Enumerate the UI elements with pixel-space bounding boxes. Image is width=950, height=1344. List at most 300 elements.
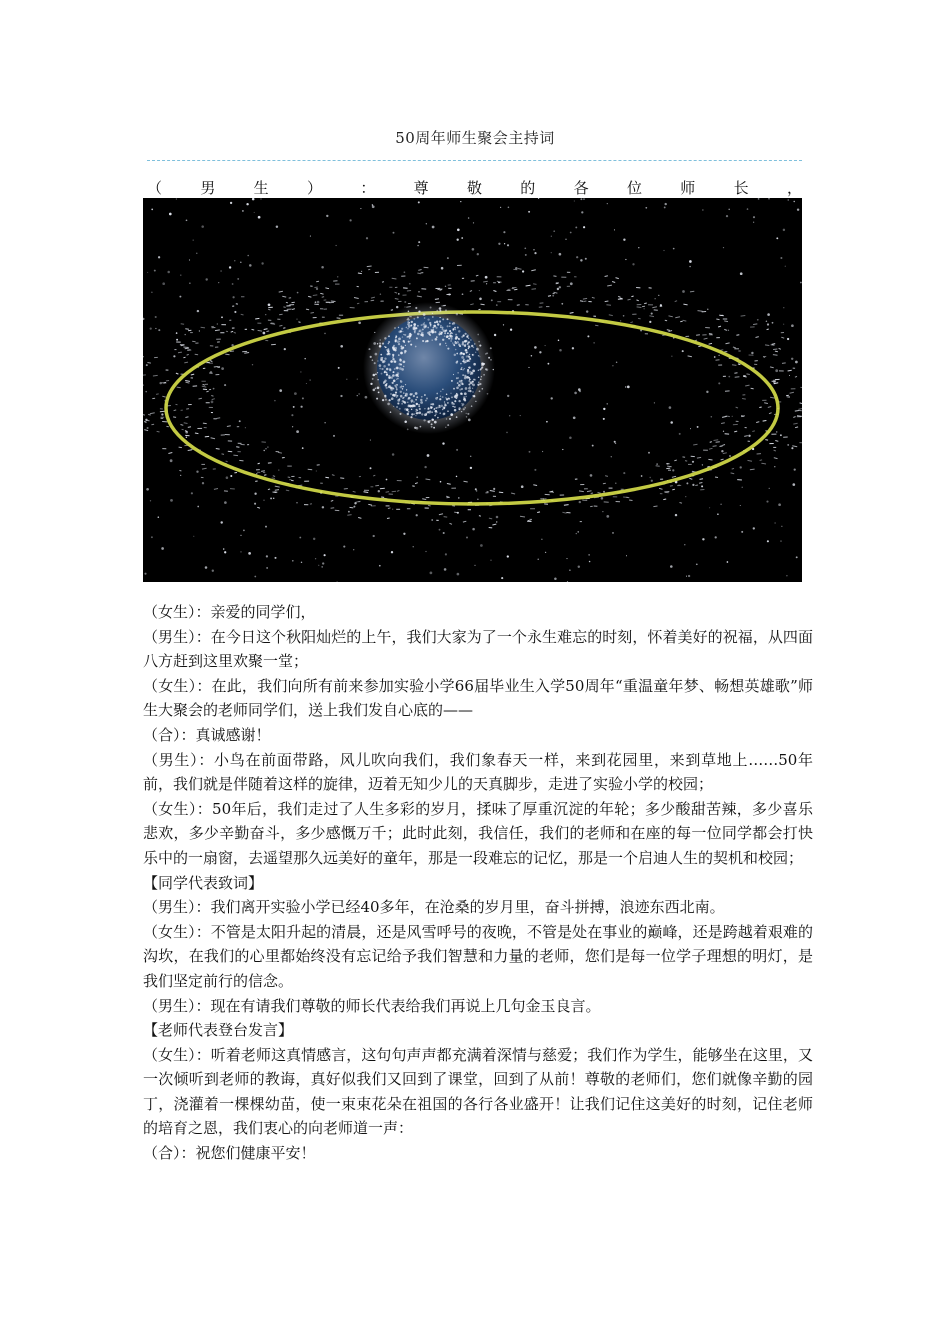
debris-dot [296,318,297,319]
debris-dot [418,310,420,312]
debris-dot [266,567,267,568]
debris-dot [503,324,504,325]
debris-dot [623,239,625,241]
debris-dot [478,341,480,343]
debris-dot [360,208,361,209]
debris-dot [240,551,241,552]
debris-dot [357,378,358,379]
debris-dot [403,386,404,387]
debris-dot [410,325,412,327]
debris-dot [158,256,160,258]
debris-dot [787,338,789,340]
debris-dot [413,318,415,320]
debris-dot [400,395,403,398]
debris-dot [729,455,731,457]
debris-dot [380,354,382,356]
debris-dot [146,364,148,366]
debris-dot [479,390,481,392]
debris-dot [394,394,397,397]
debris-dot [324,422,325,423]
debris-streak [738,364,740,365]
debris-dot [224,384,226,386]
debris-dot [580,198,582,200]
debris-streak [605,301,609,302]
debris-dot [392,356,393,357]
debris-streak [215,330,220,331]
debris-dot [324,333,326,335]
debris-streak [157,431,160,432]
debris-dot [460,363,462,365]
debris-dot [468,341,470,343]
debris-dot [641,475,643,477]
debris-streak [696,335,700,336]
debris-dot [461,367,462,368]
debris-dot [791,324,794,327]
debris-streak [278,452,282,453]
debris-dot [284,348,286,350]
debris-dot [254,503,256,505]
debris-dot [390,360,393,363]
debris-dot [685,496,686,497]
debris-dot [306,383,307,384]
debris-dot [431,426,433,428]
debris-dot [421,324,423,326]
debris-dot [396,367,399,370]
debris-dot [445,427,446,428]
debris-dot [651,480,653,482]
debris-dot [246,203,248,205]
debris-dot [296,502,297,503]
debris-streak [719,446,722,447]
debris-streak [298,322,300,323]
debris-dot [440,325,442,327]
debris-dot [494,334,496,336]
debris-dot [409,322,410,323]
debris-dot [416,409,418,411]
debris-dot [381,368,383,370]
debris-dot [791,447,793,449]
debris-dot [539,351,541,353]
debris-streak [364,492,369,493]
debris-streak [533,284,536,285]
debris-dot [413,395,415,397]
debris-dot [583,226,585,228]
debris-streak [583,298,587,299]
debris-streak [663,499,666,500]
debris-dot [403,397,404,398]
debris-dot [199,330,200,331]
debris-dot [589,561,591,563]
debris-dot [402,400,405,403]
debris-streak [422,499,426,500]
debris-dot [446,398,448,400]
debris-dot [414,329,416,331]
debris-dot [432,339,433,340]
debris-dot [445,309,447,311]
debris-dot [533,249,534,250]
debris-dot [714,356,716,358]
debris-dot [758,198,760,200]
debris-streak [720,350,723,351]
debris-dot [723,247,724,248]
debris-streak [667,466,671,467]
debris-streak [211,396,213,397]
debris-dot [151,292,152,293]
debris-streak [266,331,269,332]
debris-streak [325,477,329,478]
debris-dot [315,558,316,559]
debris-dot [689,266,691,268]
debris-dot [395,386,397,388]
debris-streak [670,486,673,487]
debris-dot [416,396,418,398]
debris-streak [244,353,249,354]
debris-dot [265,448,266,449]
debris-dot [310,236,311,237]
debris-dot [245,427,246,428]
debris-streak [380,488,385,489]
debris-dot [467,359,469,361]
debris-dot [478,377,480,379]
debris-dot [727,561,729,563]
debris-dot [534,252,536,254]
debris-dot [377,387,380,390]
debris-dot [670,565,673,568]
debris-dot [419,412,422,415]
debris-dot [230,202,232,204]
debris-dot [468,377,470,379]
debris-dot [432,403,434,405]
debris-dot [274,557,276,559]
dialogue-line: （女生）：在此，我们向所有前来参加实验小学66届毕业生入学50周年“重温童年梦、畅想英雄歌”师生大聚会的老师同学们，送上我们发自心底的—— [143,676,813,720]
debris-dot [395,392,397,394]
debris-streak [765,345,769,346]
debris-dot [679,433,681,435]
debris-streak [417,273,420,274]
debris-dot [419,408,421,410]
debris-streak [279,314,283,315]
debris-dot [468,346,470,348]
debris-dot [787,444,789,446]
debris-dot [741,531,743,533]
debris-dot [625,386,626,387]
debris-streak [753,324,757,325]
debris-dot [692,461,694,463]
debris-dot [472,383,473,384]
debris-dot [470,456,471,457]
debris-dot [686,576,687,577]
debris-dot [416,412,418,414]
debris-streak [435,299,439,300]
debris-dot [296,430,299,433]
debris-dot [780,257,782,259]
debris-dot [391,386,392,387]
debris-dot [442,442,444,444]
debris-dot [436,336,438,338]
debris-dot [665,203,667,205]
debris-streak [514,289,517,290]
debris-dot [551,397,553,399]
debris-dot [439,320,441,322]
debris-dot [383,365,386,368]
debris-dot [521,485,524,488]
debris-dot [158,516,160,518]
debris-dot [375,373,377,375]
debris-dot [394,347,397,350]
debris-dot [428,333,430,335]
debris-dot [456,377,458,379]
debris-dot [576,533,577,534]
debris-dot [416,337,418,339]
debris-dot [442,413,444,415]
debris-dot [379,565,381,567]
debris-dot [528,367,529,368]
debris-dot [388,335,390,337]
debris-dot [191,492,193,494]
debris-dot [205,566,208,569]
debris-streak [183,357,185,358]
debris-streak [184,423,188,424]
debris-dot [436,393,438,395]
debris-dot [403,347,404,348]
debris-dot [468,367,469,368]
debris-dot [224,501,227,504]
debris-dot [478,381,480,383]
debris-dot [557,288,559,290]
debris-dot [170,459,173,462]
debris-dot [316,470,317,471]
debris-dot [496,304,498,306]
debris-dot [469,354,470,355]
debris-dot [401,403,403,405]
debris-dot [373,535,375,537]
debris-dot [401,328,403,330]
debris-dot [151,536,153,538]
debris-dot [466,355,468,357]
debris-dot [775,369,778,372]
debris-dot [441,405,444,408]
debris-dot [474,565,475,566]
debris-dot [407,319,409,321]
debris-streak [387,518,390,519]
debris-streak [726,416,730,417]
debris-dot [451,380,453,382]
debris-dot [711,416,713,418]
debris-dot [481,367,483,369]
debris-dot [473,222,474,223]
debris-dot [454,400,456,402]
debris-dot [432,316,434,318]
debris-dot [432,226,435,229]
debris-dot [648,452,650,454]
debris-dot [466,537,468,539]
debris-dot [718,382,720,384]
debris-dot [302,397,304,399]
debris-dot [415,411,416,412]
debris-dot [638,247,639,248]
debris-dot [430,572,433,575]
debris-dot [205,278,207,280]
debris-dot [380,357,383,360]
debris-dot [781,526,782,527]
debris-dot [673,248,675,250]
debris-dot [315,301,316,302]
debris-dot [446,335,449,338]
debris-dot [442,389,443,390]
debris-dot [391,551,393,553]
debris-dot [460,352,462,354]
debris-dot [377,360,378,361]
debris-dot [672,469,674,471]
debris-dot [547,363,549,365]
debris-dot [702,464,703,465]
opening-char: 的 [520,179,536,197]
debris-dot [393,406,394,407]
debris-streak [699,483,702,484]
debris-dot [145,391,147,393]
debris-dot [218,282,219,283]
debris-dot [460,201,461,202]
debris-dot [508,207,510,209]
debris-streak [151,424,154,425]
debris-dot [780,434,782,436]
debris-dot [469,361,470,362]
debris-dot [417,325,419,327]
debris-dot [450,332,452,334]
debris-dot [612,365,613,366]
debris-dot [796,556,798,558]
debris-streak [605,476,608,477]
debris-dot [562,449,563,450]
debris-streak [713,446,717,447]
debris-streak [313,295,318,296]
debris-dot [470,371,472,373]
debris-dot [427,411,429,413]
debris-dot [304,358,306,360]
debris-dot [436,310,438,312]
debris-dot [431,423,433,425]
debris-dot [478,355,479,356]
debris-streak [322,297,324,298]
debris-streak [752,431,755,432]
debris-dot [234,311,236,313]
debris-dot [162,282,165,285]
debris-dot [380,339,381,340]
debris-dot [357,395,358,396]
debris-dot [424,394,426,396]
debris-dot [338,367,340,369]
debris-dot [372,205,375,208]
debris-dot [419,330,422,333]
debris-dot [437,417,439,419]
debris-dot [173,355,175,357]
debris-dot [433,427,435,429]
debris-dot [464,368,465,369]
debris-dot [603,408,605,410]
debris-streak [188,330,191,331]
debris-streak [344,489,348,490]
debris-dot [570,282,573,285]
debris-dot [390,393,391,394]
debris-dot [789,375,790,376]
debris-streak [481,304,485,305]
debris-dot [396,384,398,386]
debris-dot [439,331,442,334]
debris-streak [258,330,263,331]
debris-dot [697,426,699,428]
debris-dot [443,532,445,534]
debris-dot [333,435,335,437]
debris-dot [442,339,444,341]
debris-dot [463,408,465,410]
debris-dot [434,415,436,417]
debris-streak [177,387,181,388]
opening-char: ： [360,179,376,197]
debris-dot [415,415,416,416]
debris-dot [538,559,539,560]
debris-streak [205,436,209,437]
debris-dot [707,309,708,310]
debris-dot [170,499,173,502]
debris-dot [445,553,447,555]
debris-dot [377,372,378,373]
debris-streak [239,460,243,461]
debris-dot [398,293,400,295]
debris-dot [625,259,626,260]
section-heading: 【老师代表登台发言】 [143,1021,294,1040]
debris-dot [545,552,546,553]
debris-dot [740,466,742,468]
debris-streak [386,492,390,493]
debris-dot [623,315,625,317]
debris-dot [439,344,441,346]
debris-dot [776,237,778,239]
debris-dot [390,411,392,413]
debris-dot [274,400,276,402]
debris-dot [473,379,475,381]
debris-dot [400,364,402,366]
debris-dot [488,357,490,359]
debris-dot [197,310,199,312]
debris-dot [689,260,692,263]
debris-dot [220,521,222,523]
debris-dot [398,331,401,334]
debris-dot [445,286,446,287]
dialogue-line: （男生）：小鸟在前面带路，风儿吹向我们，我们象春天一样，来到花园里，来到草地上……50年前，我们就是伴随着这样的旋律，迈着无知少儿的天真脚步，走进了实验小学的校园； [143,750,813,794]
debris-dot [393,232,395,234]
debris-dot [196,471,198,473]
debris-dot [457,239,459,241]
debris-dot [614,229,615,230]
debris-dot [569,569,571,571]
debris-dot [370,467,372,469]
debris-dot [317,301,320,304]
debris-dot [446,393,448,395]
debris-streak [444,517,448,518]
debris-dot [493,488,495,490]
debris-dot [390,376,393,379]
debris-streak [716,360,720,361]
debris-dot [462,374,463,375]
debris-dot [196,253,197,254]
debris-dot [456,393,457,394]
debris-dot [458,384,461,387]
debris-dot [509,415,510,416]
debris-streak [176,404,178,405]
debris-dot [486,368,488,370]
debris-dot [454,409,457,412]
debris-dot [263,332,266,335]
